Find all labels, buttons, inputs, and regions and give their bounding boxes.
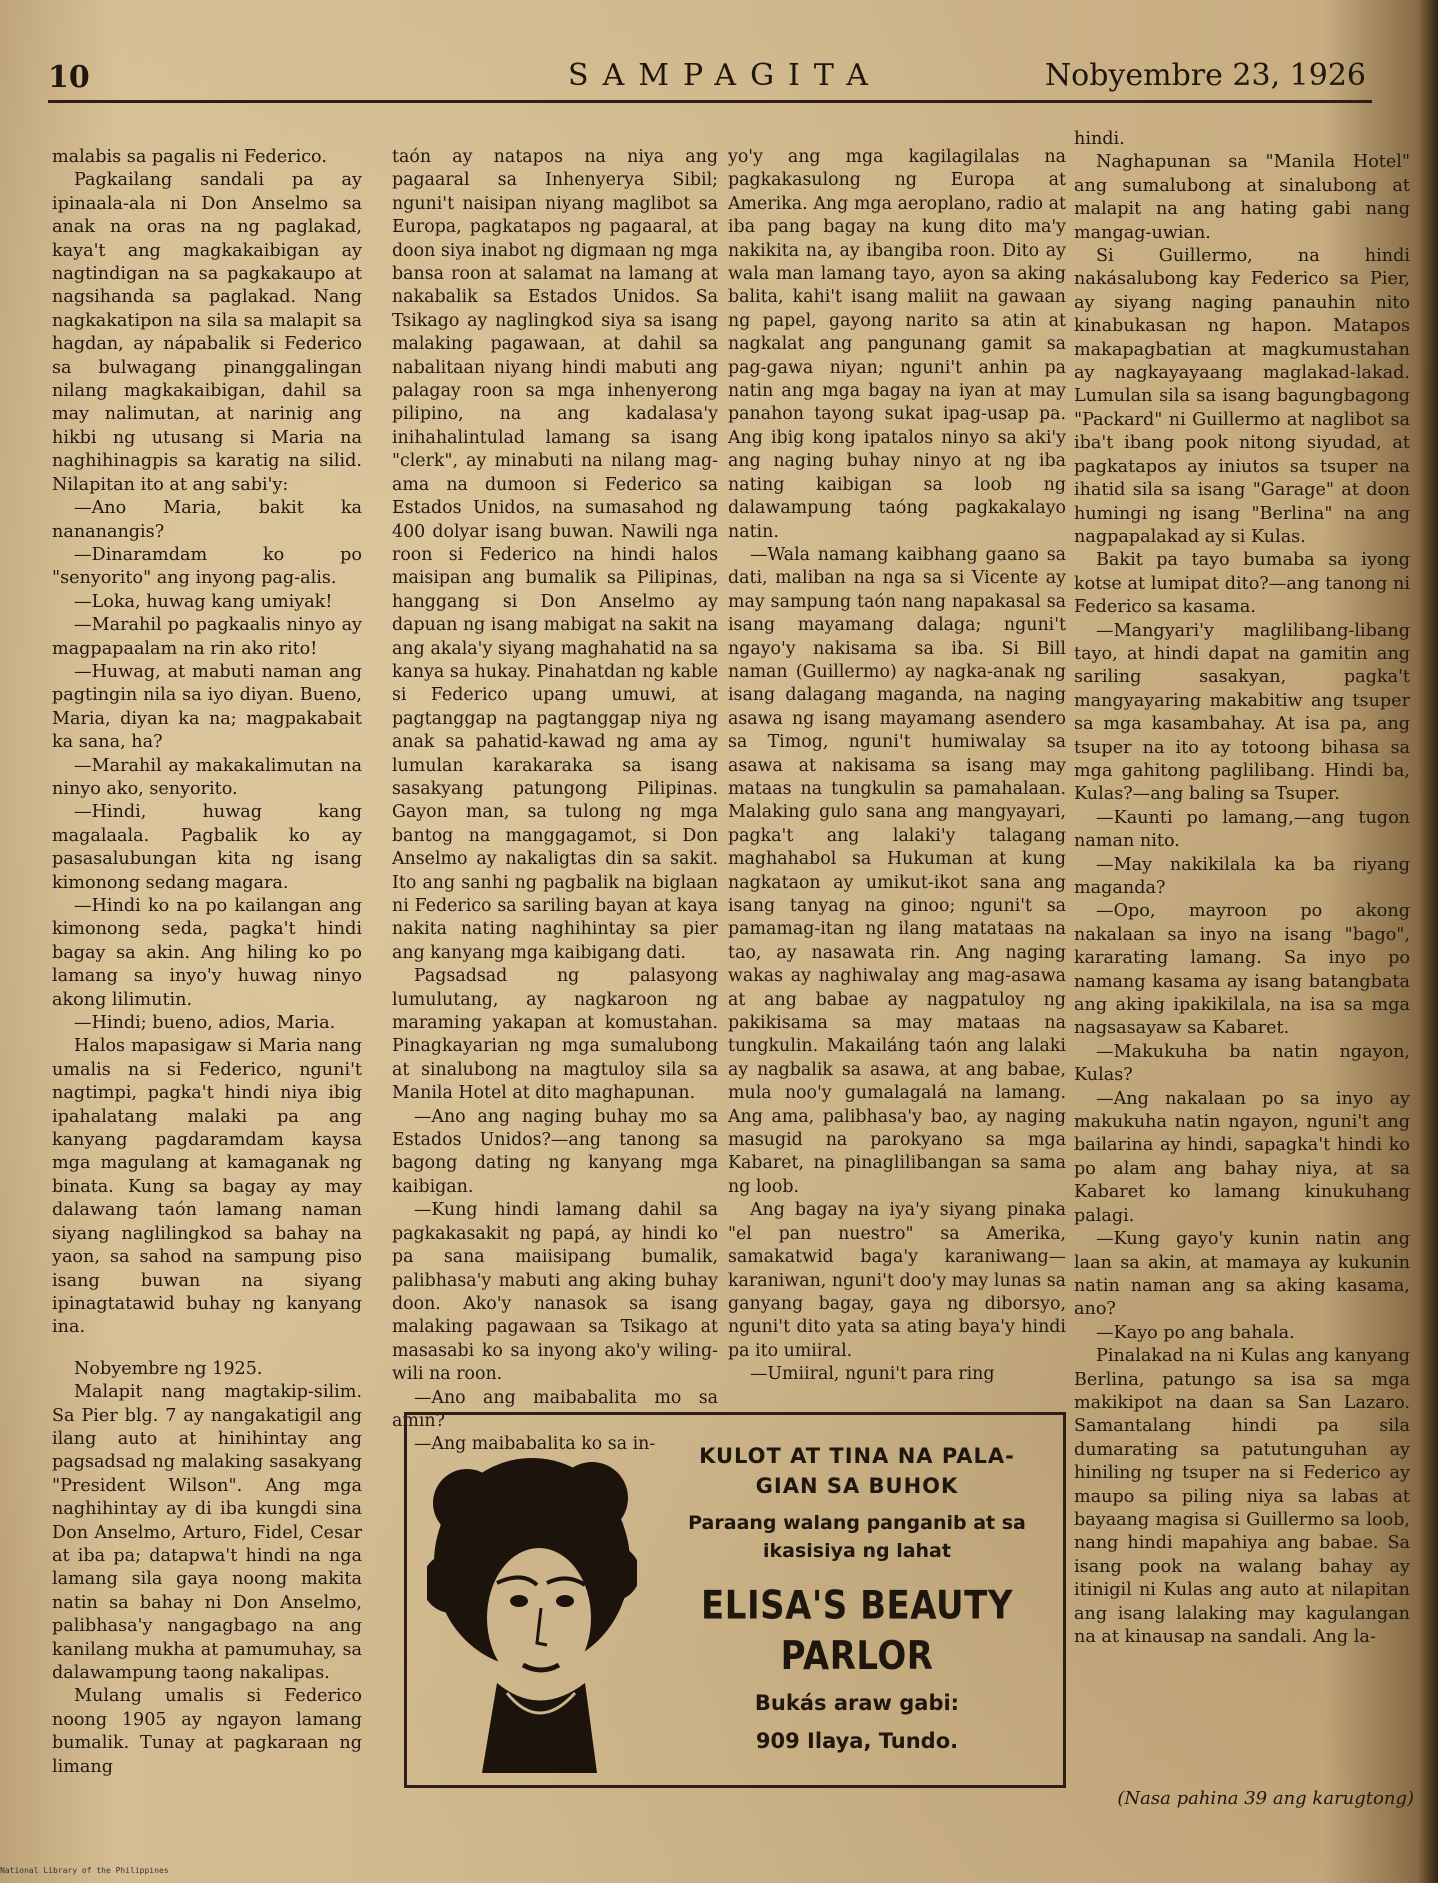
woman-portrait-illustration xyxy=(427,1443,637,1773)
paragraph: —Opo, mayroon po akong nakalaan sa inyo na isang "bago", kararating lamang. Sa inyo po namang kasama ay isang batangbata ang aking ipakikilala, na isa sa mga nagsasayaw sa Kabaret. xyxy=(1074,901,1410,1039)
article-column-1 xyxy=(52,146,362,1779)
article-column-3 xyxy=(728,146,1066,1387)
issue-date: Nobyembre 23, 1926 xyxy=(1044,58,1366,93)
ad-text-block xyxy=(677,1441,1037,1753)
binding-edge-shadow xyxy=(1418,0,1438,1883)
paragraph: Malapit nang magtakip-silim. Sa Pier blg. 7 ay nangakatigil ang ilang auto at hinihintay ang pagsadsad ng malaking sasakyang "President Wilson". Ang mga naghihintay ay di iba kungdi sina Don Anselmo, Arturo, Fidel, Cesar at iba pa; datapwa't hindi na nga lamang sila gaya noong makita natin sa bahay ni Don Anselmo, palibhasa'y nangagbago na ang kanilang mukha at pamumuhay, sa dalawampung taong nakalipas. xyxy=(52,1382,362,1683)
section-dateline: Nobyembre ng 1925. xyxy=(74,1358,263,1379)
paragraph: —Kaunti po lamang,—ang tugon naman nito. xyxy=(1074,807,1410,852)
continuation-note: (Nasa pahina 39 ang karugtong) xyxy=(1117,1788,1414,1809)
paragraph: —Marahil po pagkaalis ninyo ay magpapaalam na rin ako rito! xyxy=(52,615,362,659)
page-header xyxy=(48,56,1402,102)
paragraph: —Huwag, at mabuti naman ang pagtingin nila sa iyo diyan. Bueno, Maria, diyan ka na; magpakabait ka sana, ha? xyxy=(52,661,362,753)
paragraph: Bakit pa tayo bumaba sa iyong kotse at lumipat dito?—ang tanong ni Federico sa kasama. xyxy=(1074,550,1410,618)
paragraph: —Makukuha ba natin ngayon, Kulas? xyxy=(1074,1041,1410,1086)
paragraph: —Kung hindi lamang dahil sa pagkakasakit ng papá, ay hindi ko pa sana maiisipang bumalik, palibhasa'y mabuti ang aking buhay doon. Ako'y nanasok sa isang malaking pagawaan sa Tsikago at masasabi ko sa inyong ako'y wiling-wili na roon. xyxy=(392,1200,718,1385)
paragraph: —Hindi ko na po kailangan ang kimonong seda, pagka't hindi bagay sa akin. Ang hiling ko po lamang sa inyo'y huwag ninyo akong lilimutin. xyxy=(52,896,362,1010)
paragraph: yo'y ang mga kagilagilalas na pagkakasulong ng Europa at Amerika. Ang mga aeroplano, radio at iba pang bagay na kung dito ma'y nakikita na, ay ibangiba roon. Dito ay wala man lamang tayo, ayon sa aking balita, kahi't isang maliit na gawaan ng papel, gayong narito sa atin at nagkalat ang pangunang gamit sa pag-gawa niyan; nguni't anhin pa natin ang mga bagay na iyan at may panahon tayong sukat ipag-usap pa. Ang ibig kong ipatalos ninyo sa aki'y ang naging buhay ninyo at ng iba nating kaibigan sa loob ng dalawampung taóng pagkakalayo natin. xyxy=(728,147,1066,542)
paragraph: Halos mapasigaw si Maria nang umalis na si Federico, nguni't nagtimpi, pagka't hindi niya ibig ipahalatang malaki pa ang kanyang pagdaramdam kaysa mga magulang at kamaganak ng binata. Kung sa bagay ay may dalawang taón lamang naman siyang naglilingkod sa bahay na yaon, sa sahod na sampung piso isang buwan na siyang ipinagtatawid buhay ng kanyang ina. xyxy=(52,1036,362,1338)
ad-hours: Bukás araw gabi: xyxy=(754,1691,960,1715)
ad-tagline: ikasisiya ng lahat xyxy=(763,1540,951,1562)
paragraph: Si Guillermo, na hindi nakásalubong kay Federico sa Pier, ay siyang naging panauhin nito kinabukasan ng hapon. Matapos makapagbatian at magkumustahan ay nagkayayaang maglakad-lakad. Lumulan sila sa isang bagungbagong "Packard" ni Guillermo at naglibot sa iba't ibang pook nitong siyudad, at pagkatapos ay iniutos sa tsuper na ihatid sila sa isang "Garage" at doon humingi ng isang "Berlina" na ang nagpapalakad ay si Kulas. xyxy=(1074,246,1410,547)
paragraph: —Hindi, huwag kang magalaala. Pagbalik ko ay pasasalubungan kita ng isang kimonong sedang magara. xyxy=(52,802,362,893)
paragraph: —Kung gayo'y kunin natin ang laan sa akin, at mamaya ay kukunin natin naman ang sa aking kasama, ano? xyxy=(1074,1229,1410,1320)
paragraph: malabis sa pagalis ni Federico. xyxy=(52,147,327,167)
paragraph: Ang bagay na iya'y siyang pinaka "el pan nuestro" sa Amerika, samakatwid baga'y karaniwang—karaniwan, nguni't doo'y may lunas sa ganyang bagay, gaya ng diborsyo, nguni't dito yata sa ating baya'y hindi pa ito umiiral. xyxy=(728,1200,1066,1361)
archive-credit: National Library of the Philippines xyxy=(0,1866,169,1875)
paragraph: —Mangyari'y maglilibang-libang tayo, at hindi dapat na gamitin ang sariling sasakyan, pagka't mangyayaring makabitiw ang tsuper sa mga kasambahay. At isa pa, ang tsuper na ito ay totoong bihasa sa mga gahitong paglilibang. Hindi ba, Kulas?—ang baling sa Tsuper. xyxy=(1074,620,1410,805)
paragraph: —Ang nakalaan po sa inyo ay makukuha natin ngayon, nguni't ang bailarina ay hindi, sapagka't hindi ko po alam ang bahay niya, at sa Kabaret ko lamang kinukuhang palagi. xyxy=(1074,1088,1410,1226)
ad-headline: KULOT AT TINA NA PALA- xyxy=(699,1444,1015,1468)
paragraph: —Umiiral, nguni't para ring xyxy=(750,1364,995,1385)
paragraph: —Ano ang maibabalita mo sa amin? xyxy=(392,1387,718,1431)
paragraph: —Marahil ay makakalimutan na ninyo ako, senyorito. xyxy=(52,755,362,799)
paragraph: —Ang maibabalita ko sa in- xyxy=(414,1434,656,1455)
masthead-title: SAMPAGITA xyxy=(568,58,882,93)
page-number: 10 xyxy=(48,60,90,95)
paragraph: Pagkailang sandali pa ay ipinaala-ala ni Don Anselmo sa anak na oras na ng paglakad, kaya't ang magkakaibigan ay nagtindigan na sa pagkakaupo at nagsihanda sa paglakad. Nang nagkakatipon na sila sa malapit sa hagdan, ay nápabalik si Federico sa bulwagang pinanggalingan nilang magkakaibigan, dahil sa may nalimutan, at narinig ang hikbi ng utusang si Maria na naghihinagpis sa karatig na silid. Nilapitan ito at ang sabi'y: xyxy=(52,170,362,495)
article-column-2 xyxy=(392,146,718,1457)
paragraph: —Ano ang naging buhay mo sa Estados Unidos?—ang tanong sa bagong dating ng kanyang mga kaibigan. xyxy=(392,1106,718,1197)
paragraph: —Wala namang kaibhang gaano sa dati, maliban na nga sa si Vicente ay may sampung taón nang napakasal sa isang mayamang dalaga; nguni't ngayo'y nakisama sa iba. Si Bill naman (Guillermo) ay nagka-anak ng isang dalagang maganda, na naging asawa ng isang mayamang asendero sa Timog, nguni't humiwalay sa asawa at nakisama sa isang may mataas na tungkulin sa pamahalaan. Malaking gulo sana ang mangyayari, pagka't ang lalaki'y talagang maghahabol sa Hukuman at kung nagkataon ay umikut-ikot sana ang isang tanyag na ginoo; nguni't sa pamamag-itan ng ilang matataas na tao, ay nasawata rin. Ang naging wakas ay naghiwalay ang mag-asawa at ang babae ay nagpatuloy ng pakikisama sa may mataas na tungkulin. Makailáng taón ang lalaki ay nagbalik sa asawa, at ang babae, mula noo'y gumalagalá na lamang. Ang ama, palibhasa'y bao, ay naging masugid na parokyano sa mga Kabaret, na pinaglilibangan sa sama ng loob. xyxy=(728,544,1066,1197)
paragraph: Naghapunan sa "Manila Hotel" ang sumalubong at sinalubong at malapit na ang hating gabi nang mangag-uwian. xyxy=(1074,152,1410,243)
ad-tagline: Paraang walang panganib at sa xyxy=(688,1512,1026,1534)
ad-address: 909 Ilaya, Tundo. xyxy=(755,1729,959,1753)
paragraph: —Loka, huwag kang umiyak! xyxy=(74,591,333,612)
paragraph: Pinalakad na ni Kulas ang kanyang Berlina, patungo sa isa sa mga makikipot na daan sa San Lazaro. Samantalang hindi pa sila dumarating sa patutunguhan ay hiniling ng tsuper na si Federico ay maupo sa piling niya sa labas at bayaang magisa si Guillermo sa loob, nang hindi mapahiya ang babae. Sa isang pook na walang bahay ay itinigil ni Kulas ang auto at nilapitan ang isang lalaking may kagulangan na at kinausap na sandali. Ang la- xyxy=(1074,1346,1410,1647)
paragraph: —Hindi; bueno, adios, Maria. xyxy=(74,1013,336,1034)
paragraph: taón ay natapos na niya ang pagaaral sa Inhenyerya Sibil; nguni't naisipan niyang maglibot sa Europa, pagkatapos ng pagaaral, at doon siya inabot ng digmaan ng mga bansa roon at salamat na lamang at nakabalik sa Estados Unidos. Sa Tsikago ay naglingkod siya sa isang malaking pagawaan, at dahil sa nabalitaan niyang hindi mabuti ang palagay roon sa mga inhenyerong pilipino, na ang kadalasa'y inihahalintulad lamang sa isang "clerk", ay minabuti na nilang mag-ama na dumoon si Federico sa Estados Unidos, na sumasahod ng 400 dolyar isang buwan. Nawili nga roon si Federico na hindi halos maisipan ang bumalik sa Pilipinas, hanggang si Don Anselmo ay dapuan ng isang mabigat na sakit na ang akala'y siyang maghahatid na sa kanya sa hukay. Pinahatdan ng kable si Federico upang umuwi, at pagtanggap na pagtanggap niya ng anak sa pahatid-kawad ng ama ay lumulan karakaraka sa isang sasakyang patungong Pilipinas. Gayon man, sa tulong ng mga bantog na manggagamot, si Don Anselmo ay nakaligtas din sa sakit. Ito ang sanhi ng pagbalik na biglaan ni Federico sa sariling bayan at kaya nakita nating naghihintay sa pier ang kanyang mga kaibigang dati. xyxy=(392,147,718,963)
article-column-4 xyxy=(1074,128,1410,1649)
paragraph: —Dinaramdam ko po "senyorito" ang inyong pag-alis. xyxy=(52,544,362,589)
ad-headline: GIAN SA BUHOK xyxy=(755,1474,959,1498)
ad-business-name: ELISA'S BEAUTY PARLOR xyxy=(701,1582,1013,1680)
header-rule xyxy=(48,100,1372,103)
paragraph: —May nakikilala ka ba riyang maganda? xyxy=(1074,854,1410,898)
paragraph: —Kayo po ang bahala. xyxy=(1096,1322,1295,1343)
paragraph: Pagsadsad ng palasyong lumulutang, ay nagkaroon ng maraming yakapan at komustahan. Pinagkayarian ng mga sumalubong at sinalubong na magtuloy sila sa Manila Hotel at dito maghapunan. xyxy=(392,966,718,1104)
paragraph: hindi. xyxy=(1074,129,1125,149)
paragraph: —Ano Maria, bakit ka nananangis? xyxy=(52,498,362,542)
paragraph: Mulang umalis si Federico noong 1905 ay ngayon lamang bumalik. Tunay at pagkaraan ng limang xyxy=(52,1686,362,1777)
beauty-parlor-advertisement xyxy=(404,1412,1066,1788)
